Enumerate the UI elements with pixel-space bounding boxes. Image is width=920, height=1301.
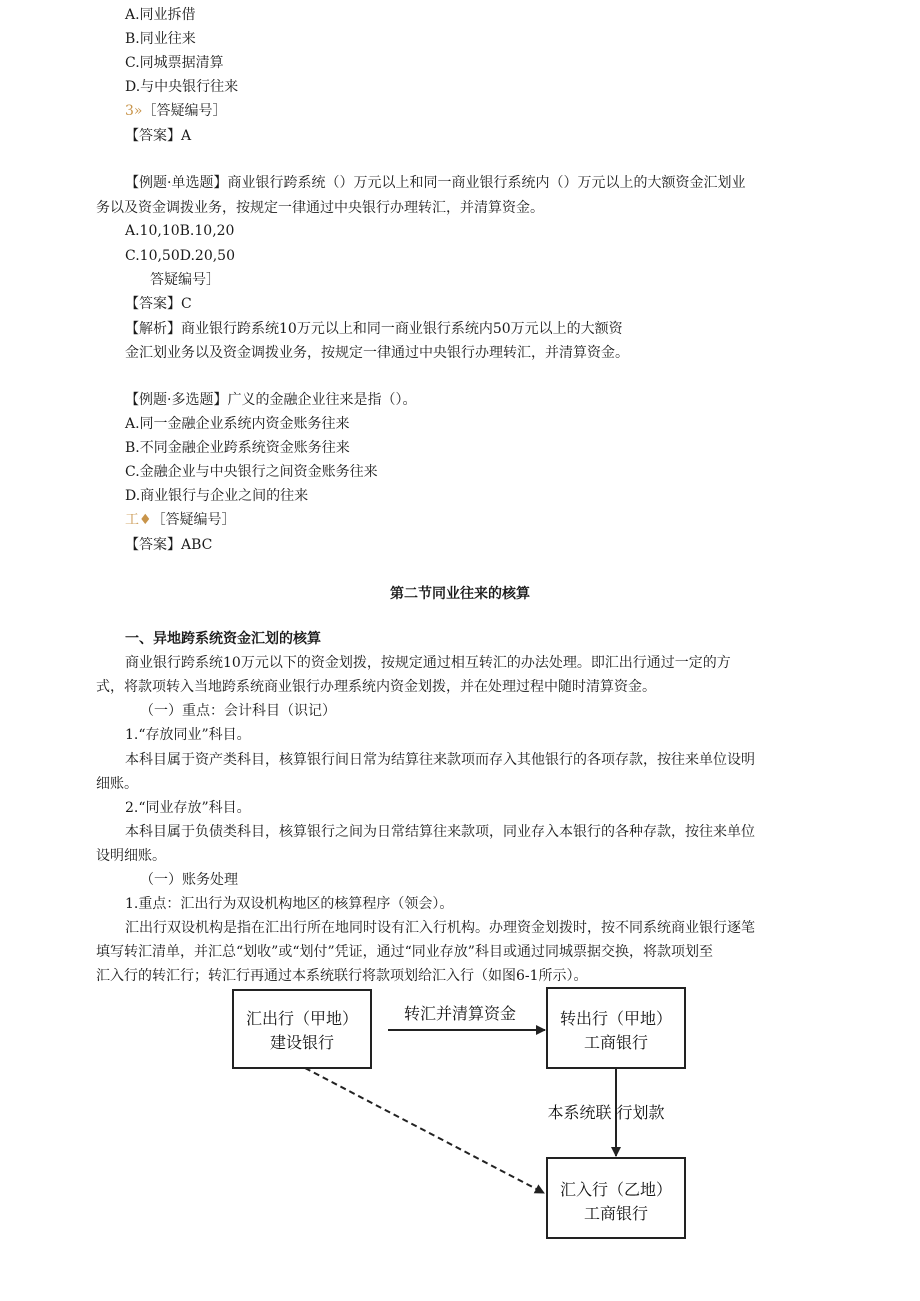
item-2-line2: 设明细账。: [96, 848, 166, 864]
q3-answer: 【答案】ABC: [125, 537, 213, 553]
item-1-line1: 本科目属于资产类科目，核算银行间日常为结算往来款项而存入其他银行的各项存款，按往来单位设明: [125, 752, 755, 768]
q2-options-cd: C.10,50D.20,50: [125, 248, 235, 264]
arrow-bc-label: 本系统联 行划款: [547, 1103, 665, 1122]
q3-ask-link[interactable]: ［答疑编号］: [151, 512, 236, 528]
q3-option-c: C.金融企业与中央银行之间资金账务往来: [125, 464, 378, 480]
q1-option-b: B.同业往来: [125, 31, 196, 47]
q3-option-a: A.同一金融企业系统内资金账务往来: [125, 416, 350, 432]
heading-1: 一、异地跨系统资金汇划的核算: [125, 631, 321, 647]
box-transfer-out-bank: [547, 988, 685, 1068]
q1-mark: 3»: [125, 103, 143, 119]
q3-option-b: B.不同金融企业跨系统资金账务往来: [125, 440, 350, 456]
box-c-line1: 汇入行（乙地）: [559, 1180, 673, 1199]
q2-answer: 【答案】C: [125, 296, 192, 312]
q1-answer: 【答案】A: [125, 128, 192, 144]
q2-stem-line2: 务以及资金调拨业务，按规定一律通过中央银行办理转汇，并清算资金。: [96, 200, 544, 216]
item-1-title: 1.“存放同业”科目。: [125, 727, 251, 743]
q3-mark: 工♦: [125, 512, 152, 528]
item-2-line1: 本科目属于负债类科目，核算银行之间为日常结算往来款项，同业存入本银行的各种存款，按往来单位: [125, 824, 755, 840]
para-2-line2: 填写转汇清单，并汇总“划收”或“划付”凭证，通过“同业存放”科目或通过同城票据交换，将款项划至: [96, 944, 713, 960]
box-a-line2: 建设银行: [269, 1033, 335, 1052]
q2-options-ab: A.10,10B.10,20: [125, 223, 235, 239]
item-1-line2: 细账。: [96, 776, 138, 792]
arrow-ab-label: 转汇并清算资金: [403, 1004, 517, 1023]
box-b-line1: 转出行（甲地）: [559, 1009, 673, 1028]
q3-option-d: D.商业银行与企业之间的往来: [125, 488, 309, 504]
q2-stem-line1: 【例题·单选题】商业银行跨系统（）万元以上和同一商业银行系统内（）万元以上的大额资金汇划业: [125, 175, 746, 191]
q1-option-d: D.与中央银行往来: [125, 79, 239, 95]
para-1-line2: 式，将款项转入当地跨系统商业银行办理系统内资金划拨，并在处理过程中随时清算资金。: [96, 679, 656, 695]
q1-ask-link[interactable]: ［答疑编号］: [142, 103, 227, 119]
box-remitting-bank: [233, 990, 371, 1068]
key-point-1: 1.重点：汇出行为双设机构地区的核算程序（领会）。: [125, 896, 454, 912]
subheading-accounts: （一）重点：会计科目（识记）: [140, 703, 336, 719]
item-2-title: 2.“同业存放”科目。: [125, 800, 251, 816]
section-title: 第二节同业往来的核算: [390, 586, 530, 602]
box-b-line2: 工商银行: [583, 1033, 649, 1052]
q1-option-a: A.同业拆借: [125, 7, 196, 23]
q1-option-c: C.同城票据清算: [125, 55, 224, 71]
arrow-dashed-direct: [305, 1068, 544, 1193]
q3-stem: 【例题·多选题】广义的金融企业往来是指（）。: [125, 392, 417, 408]
para-2-line1: 汇出行双设机构是指在汇出行所在地同时设有汇入行机构。办理资金划拨时，按不同系统商业银行逐笔: [125, 920, 755, 936]
q2-ask-link[interactable]: 答疑编号］: [150, 272, 220, 288]
subheading-processing: （一）账务处理: [140, 872, 238, 888]
para-1-line1: 商业银行跨系统10万元以下的资金划拨，按规定通过相互转汇的办法处理。即汇出行通过一定的方: [125, 655, 731, 671]
box-a-line1: 汇出行（甲地）: [245, 1009, 359, 1028]
para-2-line3: 汇入行的转汇行；转汇行再通过本系统联行将款项划给汇入行（如图6-1所示）。: [96, 968, 588, 984]
box-c-line2: 工商银行: [583, 1204, 649, 1223]
q2-analysis-line2: 金汇划业务以及资金调拨业务，按规定一律通过中央银行办理转汇，并清算资金。: [125, 345, 629, 361]
q2-analysis-line1: 【解析】商业银行跨系统10万元以上和同一商业银行系统内50万元以上的大额资: [125, 321, 623, 337]
